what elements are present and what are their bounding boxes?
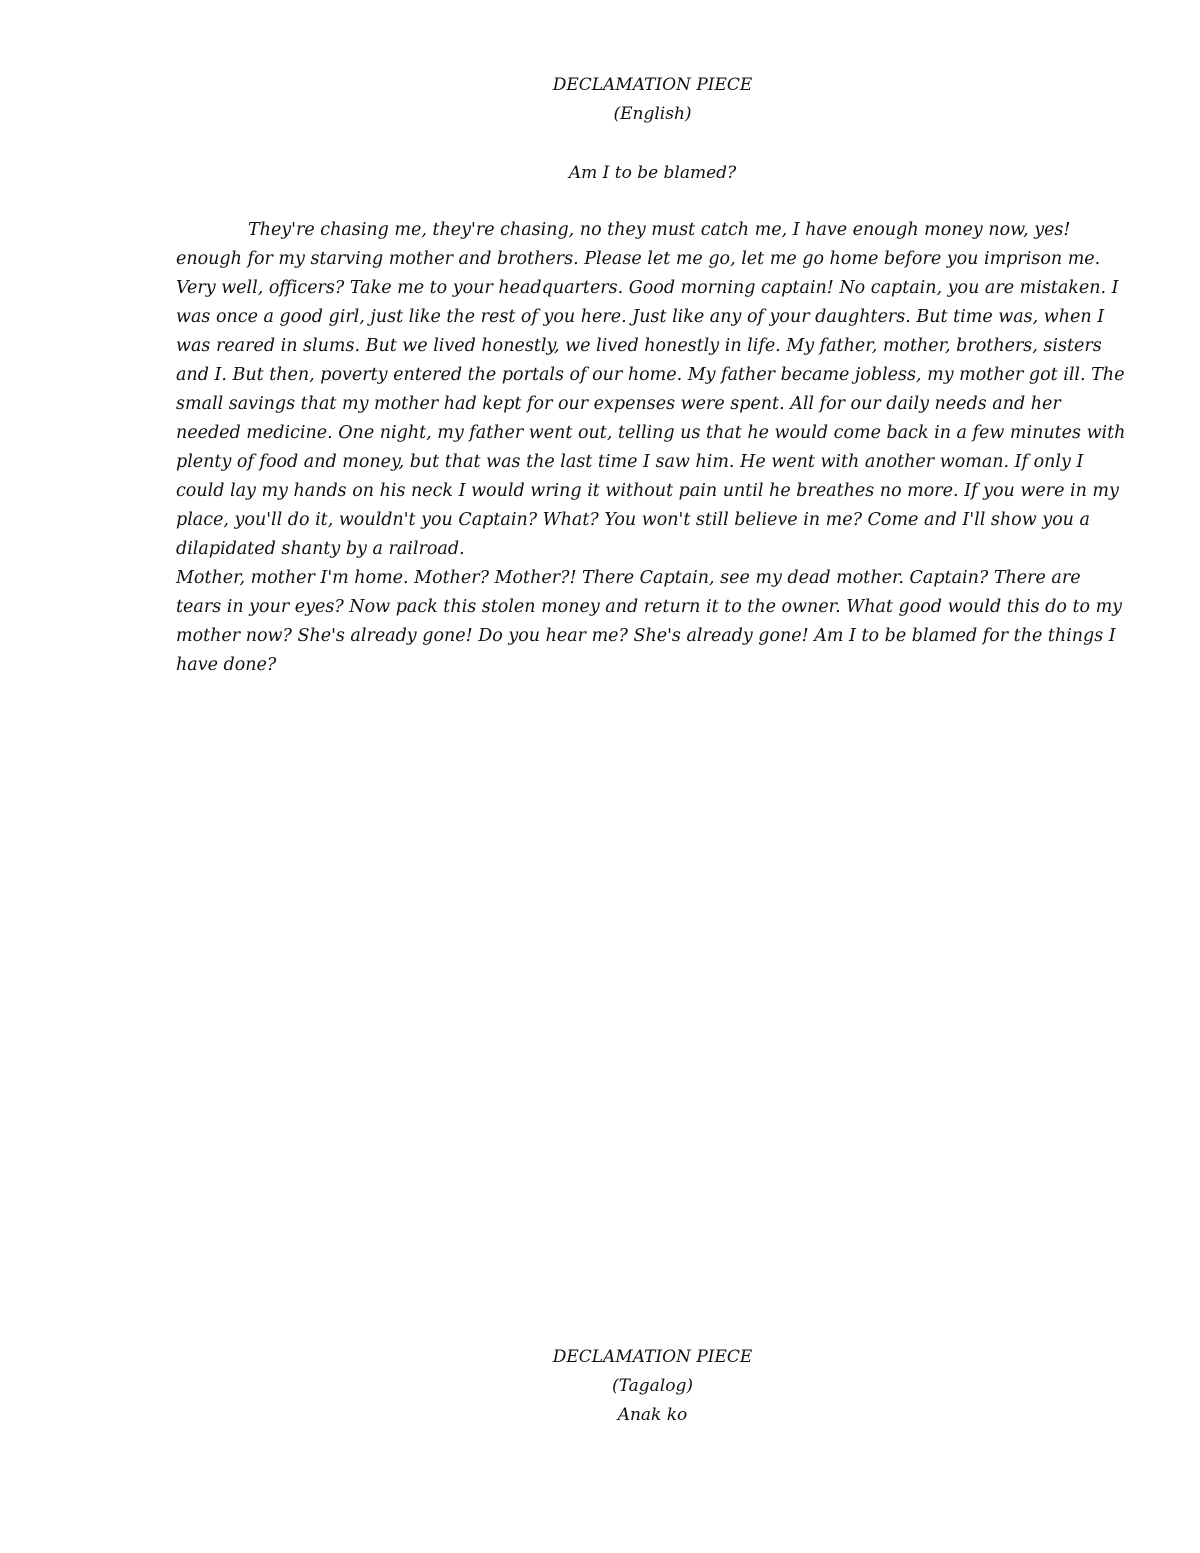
tagalog-piece-title: Anak ko [617, 1405, 688, 1425]
english-piece-body [176, 216, 1128, 680]
english-piece-title: Am I to be blamed? [568, 163, 737, 183]
body-paragraph-1: They're chasing me, they're chasing, no they must catch me, I have enough money now, yes! enough for my starving mother and brothers. Please let me go, let me go home before you imprison me. Very well, officers? Take me to your headquarters. Good morning captain! No captain, you are mistaken. I was once a good girl, just like the rest of you here. Just like any of your daughters. But time was, when I was reared in slums. But we lived honestly, we lived honestly in life. My father, mother, brothers, sisters and I. But then, poverty entered the portals of our home. My father became jobless, my mother got ill. The small savings that my mother had kept for our expenses were spent. All for our daily needs and her needed medicine. One night, my father went out, telling us that he would come back in a few minutes with plenty of food and money, but that was the last time I saw him. He went with another woman. If only I could lay my hands on his neck I would wring it without pain until he breathes no more. If you were in my place, you'll do it, wouldn't you Captain? What? You won't still believe in me? Come and I'll show you a dilapidated shanty by a railroad. [176, 220, 1126, 559]
english-language-label: (English) [613, 104, 692, 124]
english-heading: DECLAMATION PIECE [552, 75, 753, 95]
tagalog-heading: DECLAMATION PIECE [552, 1347, 753, 1367]
tagalog-language-label: (Tagalog) [612, 1376, 693, 1396]
body-paragraph-2: Mother, mother I'm home. Mother? Mother?! There Captain, see my dead mother. Captain? There are tears in your eyes? Now pack this stolen money and return it to the owner. What good would this do to my mother now? She's already gone! Do you hear me? She's already gone! Am I to be blamed for the things I have done? [176, 568, 1123, 675]
